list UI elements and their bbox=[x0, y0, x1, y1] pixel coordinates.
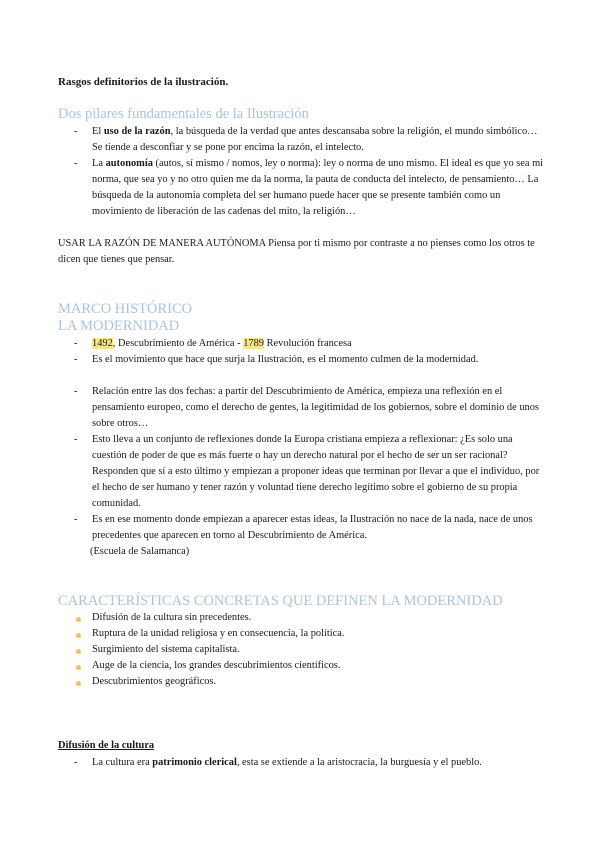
bullet-dot bbox=[76, 665, 81, 670]
list-item: Auge de la ciencia, los grandes descubrimientos científicos. bbox=[92, 660, 341, 671]
list-item: Surgimiento del sistema capitalista. bbox=[92, 644, 240, 655]
paragraph-razon-autonoma: USAR LA RAZÓN DE MANERA AUTÓNOMA Piensa por ti mismo por contraste a no pienses como los otros te dicen que tienes que pensar. bbox=[58, 238, 535, 265]
list-dash: - bbox=[74, 434, 78, 445]
section-heading-marco-historico: MARCO HISTÓRICO bbox=[58, 301, 193, 317]
list-dash: - bbox=[74, 158, 78, 169]
bullet-dot bbox=[76, 649, 81, 654]
section-heading-pilares: Dos pilares fundamentales de la Ilustración bbox=[58, 106, 309, 122]
list-dash: - bbox=[74, 338, 78, 349]
list-item: Es en ese momento donde empiezan a aparecer estas ideas, la Ilustración no nace de la nada, nace de unos precedentes que aparecen en torno al Descubrimiento de América. bbox=[92, 514, 533, 541]
list-item: Ruptura de la unidad religiosa y en consecuencia, la política. bbox=[92, 628, 345, 639]
bullet-dot bbox=[76, 617, 81, 622]
note-escuela-salamanca: (Escuela de Salamanca) bbox=[90, 546, 190, 557]
list-item: Descubrimientos geográficos. bbox=[92, 676, 217, 687]
subheading-difusion-cultura: Difusión de la cultura bbox=[58, 740, 155, 751]
list-dash: - bbox=[74, 514, 78, 525]
list-item: Relación entre las dos fechas: a partir del Descubrimiento de América, empieza una reflexión en el pensamiento europeo, como el derecho de gentes, la legitimidad de los gobiernos, sobre el dominio de unos sobre otros… bbox=[92, 386, 539, 429]
list-item: Difusión de la cultura sin precedentes. bbox=[92, 612, 252, 623]
list-item: 1492, Descubrimiento de América - 1789 Revolución francesa bbox=[92, 338, 352, 349]
bullet-dot bbox=[76, 633, 81, 638]
list-item: La autonomía (autos, sí mismo / nomos, ley o norma): ley o norma de uno mismo. El ideal es que yo sea mi norma, que sea yo y no otro quien me da la norma, la pauta de conducta del intelecto, de pensamiento… La búsqueda de la autonomía completa del ser humano puede hacer que se presente también como un movimiento de liberación de las cadenas del mito, la religión… bbox=[92, 158, 544, 217]
bullet-dot bbox=[76, 681, 81, 686]
list-dash: - bbox=[74, 126, 78, 137]
list-item: La cultura era patrimonio clerical, esta se extiende a la aristocracia, la burguesía y el pueblo. bbox=[92, 757, 482, 768]
list-dash: - bbox=[74, 354, 78, 365]
section-heading-caracteristicas: CARACTERÍSTICAS CONCRETAS QUE DEFINEN LA MODERNIDAD bbox=[58, 593, 503, 609]
list-dash: - bbox=[74, 757, 78, 768]
list-item: Es el movimiento que hace que surja la Ilustración, es el momento culmen de la modernidad. bbox=[92, 354, 479, 365]
document-title: Rasgos definitorios de la ilustración. bbox=[58, 76, 229, 88]
list-item: El uso de la razón, la búsqueda de la verdad que antes descansaba sobre la religión, el mundo simbólico… Se tiende a desconfiar y se pone por encima la razón, el intelecto. bbox=[92, 126, 538, 153]
list-dash: - bbox=[74, 386, 78, 397]
list-item: Esto lleva a un conjunto de reflexiones donde la Europa cristiana empieza a reflexionar: ¿Es solo una cuestión de poder de que es más fuerte o hay un derecho natural por el hecho de ser un ser racional? Responden que sí a esto último y empiezan a proponer ideas que terminan por llevar a que el individuo, por el hecho de ser humano y tener razón y voluntad tiene derecho legítimo sobre el gobierno de su propia comunidad. bbox=[92, 434, 540, 509]
section-heading-la-modernidad: LA MODERNIDAD bbox=[58, 318, 180, 334]
